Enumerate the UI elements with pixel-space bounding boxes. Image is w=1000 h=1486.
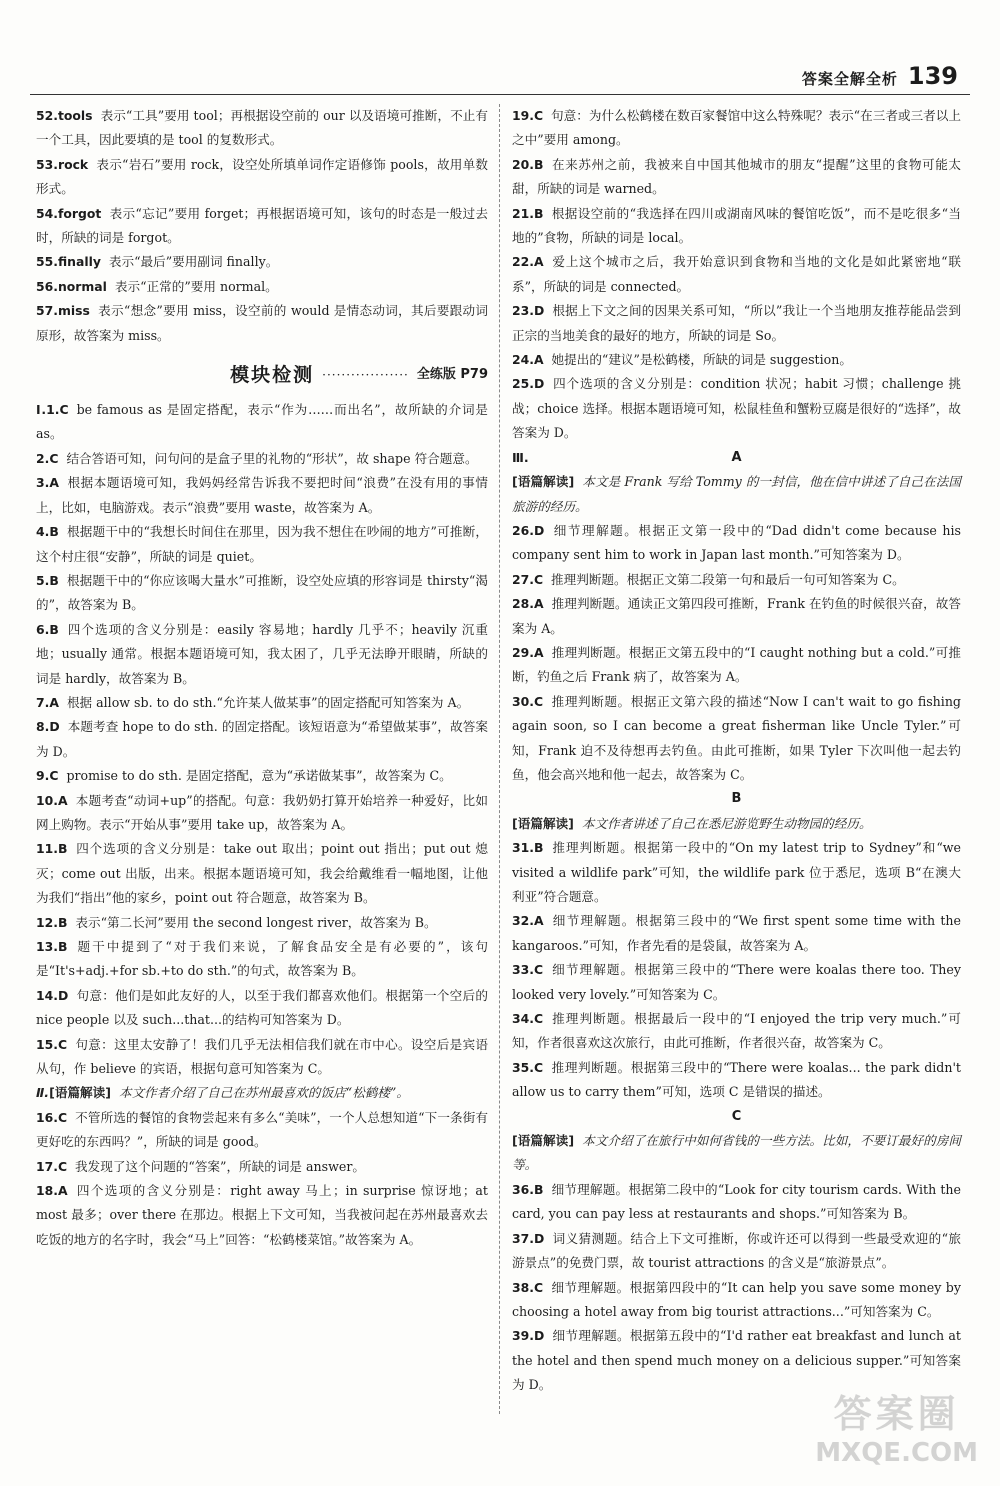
explanation-text: 细节理解题。根据第三段中的“There were koalas there too. They looked very lovely.”可知答案为 C。 bbox=[512, 962, 961, 1002]
answer-key: C bbox=[57, 1158, 68, 1174]
answer-key: forgot bbox=[57, 205, 102, 221]
answer-key: B bbox=[57, 841, 68, 857]
question-number: 14. bbox=[36, 987, 58, 1003]
answer-key: B bbox=[57, 914, 68, 930]
answer-entry bbox=[36, 1155, 488, 1179]
explanation-text: 不管所选的餐馆的食物尝起来有多么“美味”，一个人总想知道“下一条街有更好吃的东西吗？”，所缺的词是 good。 bbox=[36, 1109, 488, 1150]
answer-key: C bbox=[49, 450, 59, 466]
passage-summary-text: 本文是 Frank 写给 Tommy 的一封信，他在信中讲述了自己在法国旅游的经历。 bbox=[512, 474, 961, 514]
explanation-text: 细节理解题。根据第四段中的“It can help you save some money by choosing a hotel away from big tourist attractions...”可知答案为 C。 bbox=[512, 1279, 961, 1319]
answer-key: A bbox=[49, 694, 59, 710]
question-number: 21. bbox=[512, 205, 534, 221]
passage-summary bbox=[512, 1129, 961, 1178]
answer-entry bbox=[512, 568, 961, 592]
answer-key: B bbox=[533, 1181, 544, 1197]
explanation-text: 推理判断题。根据正文第五段中的“I caught nothing but a cold.”可推断，钓鱼之后 Frank 病了，故答案为 A。 bbox=[512, 644, 961, 685]
explanation-text: 四个选项的含义分别是：right away 马上；in surprise 惊讶地；at most 最多；over there 在那边。根据上下文可知，当我被问起在苏州最喜欢去吃饭的地方的名字时，我会“马上”回答：“松鹤楼菜馆。”故答案为 A。 bbox=[36, 1183, 488, 1247]
explanation-text: 推理判断题。根据最后一段中的“I enjoyed the trip very much.”可知，作者很喜欢这次旅行，由此可推断，作者很兴奋，故答案为 C。 bbox=[512, 1011, 961, 1051]
question-number: 4. bbox=[36, 524, 50, 540]
question-number: 18. bbox=[36, 1183, 58, 1199]
column-divider bbox=[499, 104, 500, 1414]
section-dots: ·················· bbox=[322, 367, 409, 382]
answer-entry bbox=[36, 1179, 488, 1252]
question-number: 38. bbox=[512, 1279, 534, 1295]
answer-entry bbox=[36, 837, 488, 910]
section-heading bbox=[36, 354, 488, 396]
answer-key: D bbox=[57, 987, 69, 1003]
question-number: 28. bbox=[512, 596, 534, 612]
explanation-text: 表示“忘记”要用 forget；再根据语境可知，该句的时态是一般过去时，所缺的词是 forgot。 bbox=[36, 205, 488, 246]
explanation-text: 结合答语可知，问句问的是盒子里的礼物的“形状”，故 shape 符合题意。 bbox=[66, 450, 478, 466]
answer-entry bbox=[36, 250, 488, 274]
explanation-text: be famous as 是固定搭配，表示“作为……而出名”，故所缺的介词是 as。 bbox=[36, 402, 488, 442]
part-number: Ⅱ. bbox=[36, 1085, 50, 1101]
explanation-text: 表示“最后”要用副词 finally。 bbox=[108, 254, 279, 270]
explanation-text: 推理判断题。根据第一段中的“On my latest trip to Sydney”和“we visited a wildlife park”可知，the wildlife park 位于悉尼，选项 B“在澳大利亚”符合题意。 bbox=[512, 840, 961, 904]
passage-summary-text: 本文作者讲述了自己在悉尼游览野生动物园的经历。 bbox=[581, 815, 872, 831]
answer-key: A bbox=[57, 792, 68, 808]
part-letter: B bbox=[731, 791, 742, 807]
question-number: 56. bbox=[36, 278, 58, 294]
header-rule bbox=[30, 94, 970, 95]
explanation-text: 推理判断题。根据第三段中的“There were koalas... the park didn't allow us to carry them”可知，选项 C 是错误的描述。 bbox=[512, 1059, 961, 1100]
answer-entry bbox=[512, 250, 961, 299]
answer-key: C bbox=[57, 1036, 68, 1052]
answer-entry bbox=[512, 641, 961, 690]
answer-key: C bbox=[533, 571, 544, 587]
question-number: 24. bbox=[512, 352, 534, 368]
part-heading bbox=[512, 446, 961, 470]
answer-entry bbox=[512, 1178, 961, 1227]
explanation-text: 本题考查“动词+up”的搭配。句意：我奶奶打算开始培养一种爱好，比如网上购物。表示“开始从事”要用 take up，故答案为 A。 bbox=[36, 792, 488, 832]
answer-entry bbox=[36, 618, 488, 691]
answer-entry bbox=[512, 202, 961, 251]
answer-entry bbox=[512, 153, 961, 202]
answer-key: B bbox=[533, 156, 544, 172]
answer-entry bbox=[36, 299, 488, 348]
watermark-url: MXQE.COM bbox=[815, 1438, 978, 1468]
answer-key: D bbox=[533, 1230, 545, 1246]
explanation-text: 细节理解题。根据正文第一段中的“Dad didn't come because his company sent him to work in Japan last month.”可知答案为 D。 bbox=[512, 522, 961, 563]
explanation-text: 爱上这个城市之后，我开始意识到食物和当地的文化是如此紧密地“联系”，所缺的词是 connected。 bbox=[512, 254, 961, 294]
question-number: 31. bbox=[512, 840, 534, 856]
explanation-text: 我发现了这个问题的“答案”，所缺的词是 answer。 bbox=[75, 1158, 365, 1174]
question-number: 7. bbox=[36, 694, 50, 710]
explanation-text: 本题考查 hope to do sth. 的固定搭配。该短语意为“希望做某事”，故答案为 D。 bbox=[36, 719, 488, 759]
answer-entry bbox=[512, 958, 961, 1007]
page-header bbox=[802, 62, 958, 90]
answer-key: A bbox=[533, 644, 544, 660]
explanation-text: 根据上下文之间的因果关系可知，“所以”我让一个当地朋友推荐能品尝到正宗的当地美食的最好的地方，所缺的词是 So。 bbox=[512, 303, 961, 343]
answer-key: B bbox=[49, 621, 59, 637]
section-subtitle: 全练版 P79 bbox=[416, 366, 488, 382]
question-number: Ⅰ.1. bbox=[36, 402, 60, 418]
passage-summary bbox=[512, 812, 961, 836]
answer-entry bbox=[512, 519, 961, 568]
explanation-text: 细节理解题。根据第二段中的“Look for city tourism cards. With the card, you can pay less at restaurants and shops.”可知答案为 B。 bbox=[512, 1181, 961, 1222]
answer-entry bbox=[36, 398, 488, 447]
question-number: 22. bbox=[512, 254, 534, 270]
answer-entry bbox=[36, 447, 488, 471]
explanation-text: 推理判断题。根据正文第二段第一句和最后一句可知答案为 C。 bbox=[551, 571, 905, 587]
watermark-logo bbox=[815, 1383, 978, 1468]
question-number: 2. bbox=[36, 450, 50, 466]
part-letter: A bbox=[731, 449, 742, 465]
question-number: 20. bbox=[512, 156, 534, 172]
explanation-text: 推理判断题。根据正文第六段的描述“Now I can't wait to go fishing again soon, so I can become a great fisherman like Uncle Tyler.”可知，Frank 迫不及待想再去钓鱼。由此可推断，如果 Tyler 下次叫他一起去钓鱼，他会高兴地和他一起去，故答案为 C。 bbox=[512, 693, 961, 782]
answer-key: C bbox=[533, 1011, 544, 1027]
answer-entry bbox=[512, 1007, 961, 1056]
explanation-text: 表示“岩石”要用 rock，设空处所填单词作定语修饰 pools，故用单数形式。 bbox=[36, 156, 488, 197]
explanation-text: 表示“工具”要用 tool；再根据设空前的 our 以及语境可推断，不止有一个工具，因此要填的是 tool 的复数形式。 bbox=[36, 108, 488, 148]
answer-entry bbox=[36, 715, 488, 764]
explanation-text: 四个选项的含义分别是：condition 状况；habit 习惯；challenge 挑战；choice 选择。根据本题语境可知，松鼠桂鱼和蟹粉豆腐是很好的“选择”，故答案为 D。 bbox=[512, 376, 961, 441]
explanation-text: 根据题干中的“我想长时间住在那里，因为我不想住在吵闹的地方”可推断，这个村庄很“安静”，所缺的词是 quiet。 bbox=[36, 524, 488, 564]
question-number: 8. bbox=[36, 719, 50, 735]
explanation-text: 根据设空前的“我选择在四川或湖南风味的餐馆吃饭”，而不是吃很多“当地的”食物，所缺的词是 local。 bbox=[512, 205, 961, 246]
explanation-text: 句意：他们是如此友好的人，以至于我们都喜欢他们。根据第一个空后的 nice people 以及 such...that...的结构可知答案为 D。 bbox=[36, 987, 488, 1028]
question-number: 32. bbox=[512, 913, 534, 929]
passage-label: [语篇解读] bbox=[512, 474, 575, 490]
question-number: 13. bbox=[36, 939, 58, 954]
answer-key: B bbox=[49, 572, 59, 588]
answer-entry bbox=[36, 104, 488, 153]
question-number: 11. bbox=[36, 841, 58, 857]
passage-label: [语篇解读] bbox=[49, 1085, 111, 1101]
page-number: 139 bbox=[907, 62, 958, 90]
question-number: 12. bbox=[36, 914, 58, 930]
question-number: 33. bbox=[512, 962, 534, 978]
answer-key: A bbox=[533, 254, 544, 270]
explanation-text: 表示“正常的”要用 normal。 bbox=[114, 278, 278, 294]
answer-entry bbox=[36, 984, 488, 1033]
passage-summary-text: 本文作者介绍了自己在苏州最喜欢的饭店“松鹤楼”。 bbox=[118, 1085, 409, 1101]
answer-entry bbox=[36, 202, 488, 251]
answer-key: B bbox=[533, 205, 544, 221]
explanation-text: 题干中提到了“对于我们来说，了解食品安全是有必要的”，该句是“It's+adj.+for sb.+to do sth.”的句式，故答案为 B。 bbox=[36, 939, 488, 979]
question-number: 6. bbox=[36, 621, 50, 637]
explanation-text: 根据 allow sb. to do sth.“允许某人做某事”的固定搭配可知答案为 A。 bbox=[66, 694, 470, 710]
passage-label: [语篇解读] bbox=[512, 815, 574, 831]
answer-entry bbox=[36, 935, 488, 984]
answer-entry bbox=[36, 911, 488, 935]
answer-entry bbox=[512, 690, 961, 788]
answer-entry bbox=[36, 764, 488, 788]
answer-entry bbox=[512, 372, 961, 445]
question-number: 26. bbox=[512, 522, 534, 538]
passage-summary-text: 本文介绍了在旅行中如何省钱的一些方法。比如，不要订最好的房间等。 bbox=[512, 1133, 962, 1173]
answer-key: C bbox=[533, 962, 544, 978]
answer-key: C bbox=[533, 1059, 544, 1075]
question-number: 37. bbox=[512, 1230, 534, 1246]
answer-key: A bbox=[49, 475, 59, 491]
answer-key: A bbox=[533, 913, 544, 929]
question-number: 19. bbox=[512, 108, 534, 123]
answer-key: normal bbox=[57, 278, 107, 294]
part-heading bbox=[512, 1105, 961, 1129]
passage-summary bbox=[36, 1081, 488, 1105]
answer-entry bbox=[512, 1056, 961, 1105]
answer-entry bbox=[512, 1276, 961, 1325]
answer-key: A bbox=[533, 596, 544, 612]
explanation-text: 她提出的“建议”是松鹤楼，所缺的词是 suggestion。 bbox=[551, 352, 852, 368]
answer-key: rock bbox=[57, 156, 89, 172]
question-number: 5. bbox=[36, 572, 50, 588]
answer-key: C bbox=[49, 768, 59, 784]
answer-entry bbox=[512, 299, 961, 348]
explanation-text: 四个选项的含义分别是：easily 容易地；hardly 几乎不；heavily 沉重地；usually 通常。根据本题语境可知，我太困了，几乎无法睁开眼睛，所缺的词是 hardly，故答案为 B。 bbox=[36, 621, 488, 686]
explanation-text: 推理判断题。通读正文第四段可推断，Frank 在钓鱼的时候很兴奋，故答案为 A。 bbox=[512, 596, 961, 636]
explanation-text: 细节理解题。根据第三段中的“We first spent some time with the kangaroos.”可知，作者先看的是袋鼠，故答案为 A。 bbox=[512, 913, 961, 953]
answer-entry bbox=[36, 520, 488, 569]
question-number: 23. bbox=[512, 303, 534, 319]
question-number: 39. bbox=[512, 1328, 534, 1344]
explanation-text: 表示“想念”要用 miss，设空前的 would 是情态动词，其后要跟动词原形，故答案为 miss。 bbox=[36, 303, 488, 343]
part-letter: C bbox=[731, 1108, 742, 1124]
answer-key: B bbox=[533, 840, 544, 856]
answer-entry bbox=[512, 348, 961, 372]
question-number: 15. bbox=[36, 1036, 58, 1052]
answer-key: B bbox=[57, 939, 68, 954]
answer-entry bbox=[512, 836, 961, 909]
answer-entry bbox=[36, 275, 488, 299]
explanation-text: 词义猜测题。结合上下文可推断，你或许还可以得到一些最受欢迎的“旅游景点”的免费门票，故 tourist attractions 的含义是“旅游景点”。 bbox=[512, 1230, 961, 1271]
question-number: 30. bbox=[512, 693, 534, 709]
question-number: 3. bbox=[36, 475, 50, 491]
part-roman: Ⅲ. bbox=[512, 449, 529, 465]
answer-key: B bbox=[49, 524, 59, 540]
answer-key: D bbox=[533, 1328, 545, 1344]
answer-entry bbox=[512, 592, 961, 641]
explanation-text: promise to do sth. 是固定搭配，意为“承诺做某事”，故答案为 C。 bbox=[66, 768, 452, 784]
question-number: 54. bbox=[36, 205, 58, 221]
part-heading bbox=[512, 787, 961, 811]
question-number: 36. bbox=[512, 1181, 534, 1197]
question-number: 55. bbox=[36, 254, 58, 270]
question-number: 52. bbox=[36, 108, 58, 123]
explanation-text: 句意：这里太安静了！我们几乎无法相信我们就在市中心。设空后是宾语从句，作 believe 的宾语，根据句意可知答案为 C。 bbox=[36, 1036, 488, 1077]
explanation-text: 四个选项的含义分别是：take out 取出；point out 指出；put out 熄灭；come out 出版，出来。根据本题语境可知，我会给戴维看一幅地图，让他为我们“指出”他的家乡，point out 符合题意，故答案为 B。 bbox=[36, 841, 488, 906]
answer-key: D bbox=[49, 719, 60, 735]
answer-entry bbox=[36, 471, 488, 520]
answer-key: D bbox=[533, 522, 545, 538]
header-title: 答案全解全析 bbox=[801, 70, 898, 88]
answer-key: tools bbox=[57, 108, 93, 123]
answer-key: A bbox=[533, 352, 544, 368]
watermark-text: 答案圈 bbox=[833, 1392, 960, 1436]
question-number: 9. bbox=[36, 768, 50, 784]
answer-key: C bbox=[533, 108, 544, 123]
answer-key: C bbox=[533, 1279, 544, 1295]
explanation-text: 根据本题语境可知，我妈妈经常告诉我不要把时间“浪费”在没有用的事情上，比如，电脑游戏。表示“浪费”要用 waste，故答案为 A。 bbox=[36, 475, 488, 515]
answer-key: C bbox=[57, 1109, 68, 1125]
question-number: 53. bbox=[36, 156, 58, 172]
answer-entry bbox=[36, 153, 488, 202]
answer-key: A bbox=[57, 1183, 68, 1199]
question-number: 57. bbox=[36, 303, 58, 319]
question-number: 27. bbox=[512, 571, 534, 587]
answer-key: D bbox=[533, 303, 545, 319]
explanation-text: 在来苏州之前，我被来自中国其他城市的朋友“提醒”这里的食物可能太甜，所缺的词是 warned。 bbox=[512, 156, 961, 197]
section-title: 模块检测 bbox=[230, 363, 315, 386]
answer-key: finally bbox=[57, 254, 101, 270]
question-number: 35. bbox=[512, 1059, 534, 1075]
passage-summary bbox=[512, 470, 961, 519]
explanation-text: 表示“第二长河”要用 the second longest river，故答案为 B。 bbox=[75, 914, 437, 930]
question-number: 17. bbox=[36, 1158, 58, 1174]
explanation-text: 根据题干中的“你应该喝大量水”可推断，设空处应填的形容词是 thirsty“渴的”，故答案为 B。 bbox=[36, 572, 488, 613]
explanation-text: 句意：为什么松鹤楼在数百家餐馆中这么特殊呢？表示“在三者或三者以上之中”要用 among。 bbox=[512, 108, 961, 148]
answer-entry bbox=[36, 691, 488, 715]
answer-entry bbox=[512, 909, 961, 958]
answer-entry bbox=[36, 1033, 488, 1082]
question-number: 10. bbox=[36, 792, 58, 808]
question-number: 16. bbox=[36, 1109, 58, 1125]
right-column bbox=[512, 104, 961, 1398]
answer-entry bbox=[36, 789, 488, 838]
answer-entry bbox=[36, 1106, 488, 1155]
left-column bbox=[36, 104, 488, 1252]
answer-entry bbox=[512, 104, 961, 153]
passage-label: [语篇解读] bbox=[512, 1133, 575, 1149]
answer-key: D bbox=[533, 376, 545, 392]
question-number: 25. bbox=[512, 376, 534, 392]
answer-entry bbox=[36, 569, 488, 618]
explanation-text: 细节理解题。根据第五段中的“I'd rather eat breakfast and lunch at the hotel and then spend much money on a delicious supper.”可知答案为 D。 bbox=[512, 1328, 961, 1393]
question-number: 29. bbox=[512, 644, 534, 660]
answer-key: miss bbox=[57, 303, 90, 319]
question-number: 34. bbox=[512, 1011, 534, 1027]
answer-key: C bbox=[59, 402, 69, 418]
answer-entry bbox=[512, 1227, 961, 1276]
answer-key: C bbox=[533, 693, 544, 709]
